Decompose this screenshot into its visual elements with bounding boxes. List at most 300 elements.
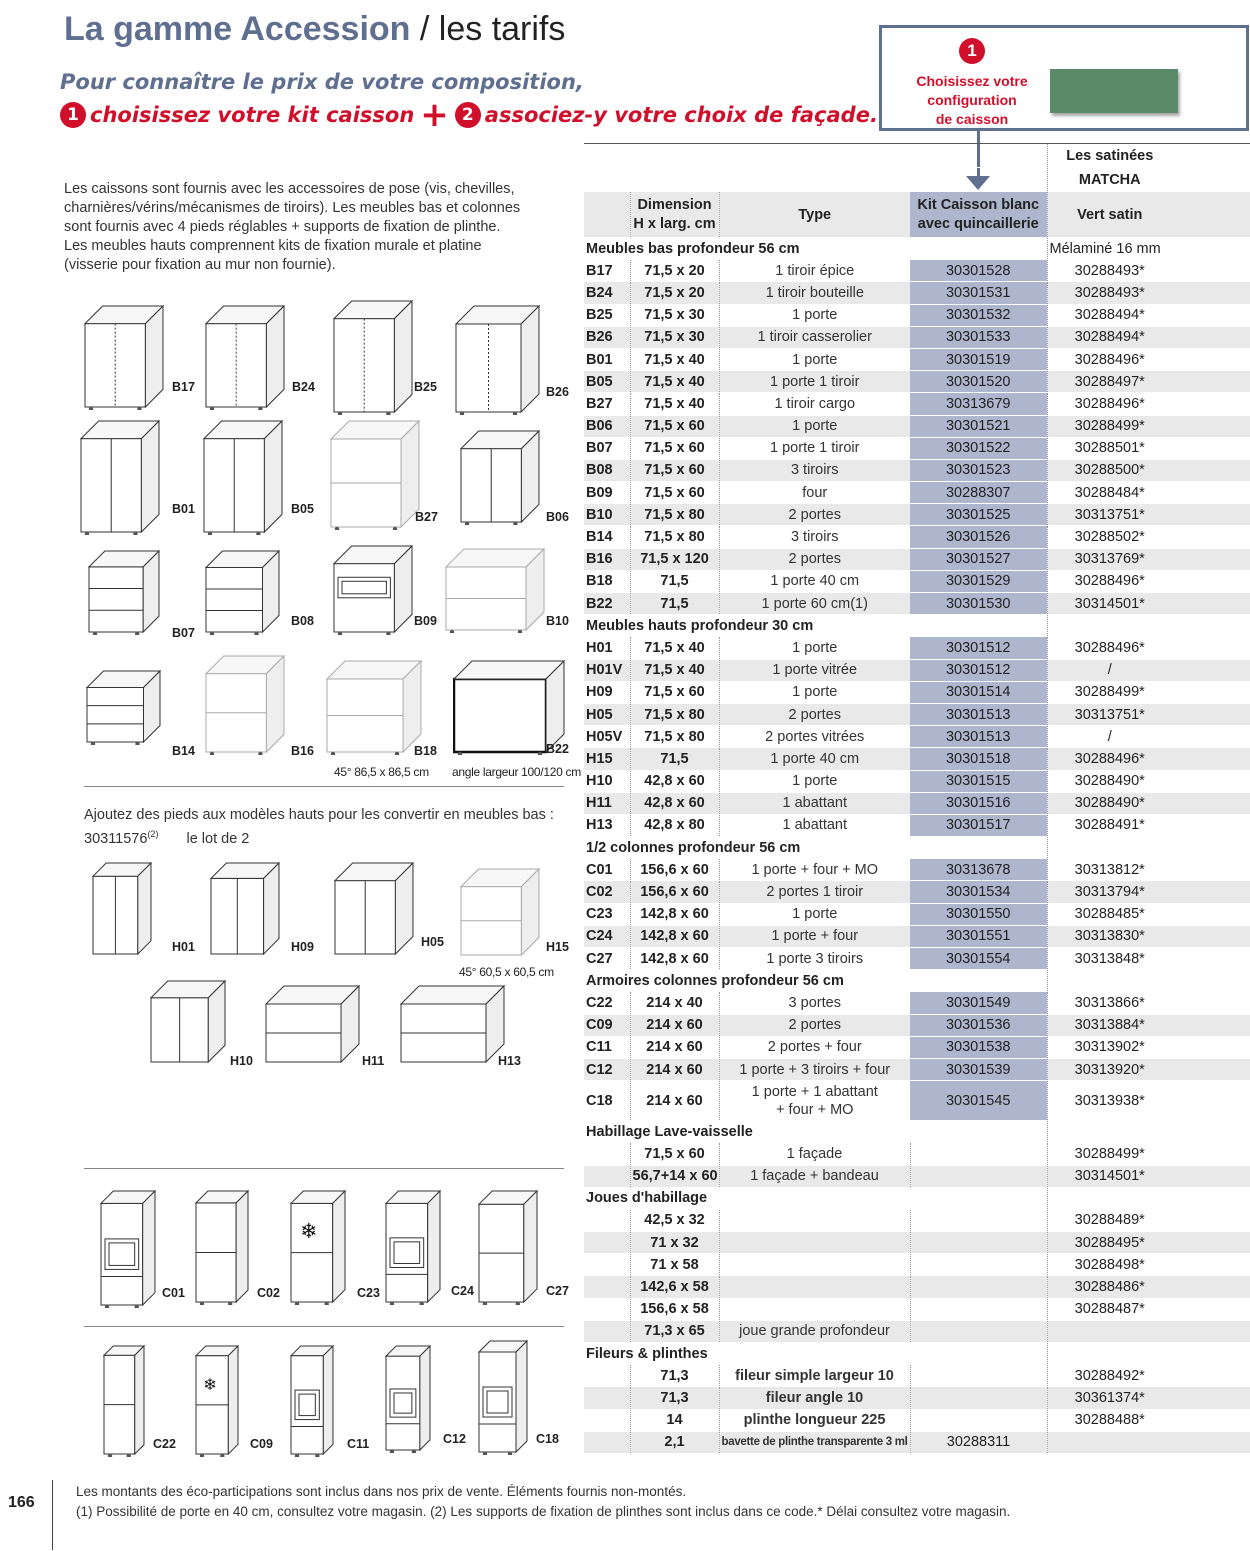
row-kit-ref: 30301516 [910, 792, 1047, 814]
row-kit-ref [910, 1409, 1047, 1431]
row-type: bavette de plinthe transparente 3 ml [719, 1431, 910, 1453]
row-dimension: 71,5 x 60 [630, 437, 719, 459]
row-kit-ref: 30301513 [910, 726, 1047, 748]
table-row [584, 1298, 1250, 1320]
table-row [584, 1320, 1250, 1342]
table-row [584, 459, 1250, 481]
col-dimension-header [630, 192, 719, 238]
table-row [584, 326, 1250, 348]
cabinet-label-h15: H15 [546, 940, 569, 954]
color-swatch [1050, 69, 1178, 113]
cabinet-icon [385, 1345, 431, 1453]
cabinet-b09-illustration [333, 545, 413, 635]
section-header [584, 1343, 1250, 1365]
title-suffix: / les tarifs [410, 10, 566, 48]
row-code: B27 [584, 393, 630, 415]
row-dimension: 71,5 x 60 [630, 681, 719, 703]
cabinet-label-c22: C22 [153, 1437, 176, 1451]
intro-line: Les caissons sont fournis avec les accessoires de pose (vis, chevilles, [64, 181, 515, 197]
row-code: H01 [584, 637, 630, 659]
row-code: H01V [584, 659, 630, 681]
cabinet-icon [103, 1345, 145, 1457]
row-kit-ref [910, 1320, 1047, 1342]
row-dimension: 71,5 [630, 570, 719, 592]
row-code: B16 [584, 548, 630, 570]
table-row [584, 992, 1250, 1014]
row-type: 2 portes [719, 548, 910, 570]
cabinet-b22-illustration [453, 660, 565, 755]
cabinet-c27-illustration [478, 1190, 538, 1305]
table-row [584, 903, 1250, 925]
row-facade-ref: 30288496* [1047, 393, 1172, 415]
row-facade-ref: / [1047, 659, 1172, 681]
cabinet-label-b10: B10 [546, 614, 569, 628]
row-facade-ref: 30313812* [1047, 859, 1172, 881]
row-kit-ref: 30288307 [910, 482, 1047, 504]
row-code: H10 [584, 770, 630, 792]
table-row [584, 770, 1250, 792]
row-facade-ref: 30288496* [1047, 570, 1172, 592]
row-type: 1 tiroir casserolier [719, 326, 910, 348]
row-type: 1 porte [719, 415, 910, 437]
section-header [584, 615, 1250, 637]
table-row [584, 881, 1250, 903]
step1-text: choisissez votre kit caisson [90, 103, 415, 127]
row-code: B17 [584, 260, 630, 282]
row-dimension: 214 x 60 [630, 1036, 719, 1058]
row-facade-ref: 30288499* [1047, 415, 1172, 437]
row-code [584, 1232, 630, 1254]
section-title: 1/2 colonnes profondeur 56 cm [584, 837, 1047, 859]
table-row [584, 748, 1250, 770]
page-number: 166 [8, 1494, 35, 1511]
row-kit-ref: 30301545 [910, 1081, 1047, 1121]
row-code: C11 [584, 1036, 630, 1058]
cabinet-icon [210, 862, 280, 957]
section-header [584, 970, 1250, 992]
row-dimension: 71,5 x 80 [630, 703, 719, 725]
cabinet-label-h10: H10 [230, 1054, 253, 1068]
row-type: 2 portes [719, 1014, 910, 1036]
row-code [584, 1298, 630, 1320]
row-facade-ref: 30288501* [1047, 437, 1172, 459]
row-dimension: 56,7+14 x 60 [630, 1165, 719, 1187]
row-kit-ref: 30301522 [910, 437, 1047, 459]
row-facade-ref: 30288490* [1047, 792, 1172, 814]
cabinet-b07-illustration [88, 550, 160, 635]
section-header [584, 837, 1250, 859]
row-type: 1 porte + 3 tiroirs + four [719, 1058, 910, 1080]
row-dimension: 71,5 x 80 [630, 504, 719, 526]
row-kit-ref: 30301528 [910, 260, 1047, 282]
cabinet-icon [205, 305, 285, 410]
row-dimension: 71,5 x 40 [630, 659, 719, 681]
table-row [584, 814, 1250, 836]
cabinet-b17-illustration [84, 305, 164, 410]
row-dimension: 156,6 x 60 [630, 859, 719, 881]
row-type: 1 porte 3 tiroirs [719, 948, 910, 970]
row-code: B09 [584, 482, 630, 504]
cabinet-label-b07: B07 [172, 626, 195, 640]
cabinet-icon [334, 862, 414, 957]
row-dimension: 71,5 x 80 [630, 526, 719, 548]
table-row [584, 282, 1250, 304]
table-row [584, 348, 1250, 370]
row-code [584, 1209, 630, 1231]
cabinet-label-c09: C09 [250, 1437, 273, 1451]
cabinet-b08-illustration [205, 550, 280, 635]
row-dimension: 214 x 60 [630, 1081, 719, 1121]
table-row [584, 1014, 1250, 1036]
finish-name: MATCHA [1047, 168, 1172, 192]
cabinet-label-b16: B16 [291, 744, 314, 758]
row-dimension: 71,5 [630, 748, 719, 770]
row-facade-ref: 30313751* [1047, 504, 1172, 526]
cabinet-icon [453, 660, 565, 755]
table-row [584, 1036, 1250, 1058]
row-type [719, 1209, 910, 1231]
table-row [584, 1058, 1250, 1080]
col-kit-header [910, 192, 1047, 238]
row-dimension: 156,6 x 58 [630, 1298, 719, 1320]
row-facade-ref: 30288490* [1047, 770, 1172, 792]
row-kit-ref [910, 1165, 1047, 1187]
row-facade-ref: 30313751* [1047, 703, 1172, 725]
row-kit-ref: 30301526 [910, 526, 1047, 548]
table-row [584, 1081, 1250, 1121]
row-dimension: 71,5 x 40 [630, 348, 719, 370]
row-code: C23 [584, 903, 630, 925]
callout-text [902, 72, 1042, 129]
row-kit-ref: 30301539 [910, 1058, 1047, 1080]
cabinet-label-c12: C12 [443, 1432, 466, 1446]
row-kit-ref: 30301525 [910, 504, 1047, 526]
row-dimension: 71,5 x 80 [630, 726, 719, 748]
cabinet-b01-illustration [80, 420, 160, 535]
row-code [584, 1387, 630, 1409]
table-row [584, 304, 1250, 326]
row-type: 2 portes vitrées [719, 726, 910, 748]
config-callout [879, 25, 1249, 131]
cabinet-c24-illustration [385, 1190, 441, 1305]
row-code [584, 1276, 630, 1298]
dim-note-b22: angle largeur 100/120 cm [452, 765, 581, 779]
table-row [584, 925, 1250, 947]
row-code: H15 [584, 748, 630, 770]
row-type: 2 portes + four [719, 1036, 910, 1058]
cabinet-icon [100, 1190, 156, 1308]
intro-line: sont fournis avec 4 pieds réglables + supports de fixation de plinthe. [64, 219, 501, 235]
table-row [584, 1143, 1250, 1165]
cabinet-icon [195, 1190, 249, 1305]
cabinet-c01-illustration [100, 1190, 156, 1308]
cabinet-icon [290, 1190, 346, 1305]
row-code: H05V [584, 726, 630, 748]
col-kit-1: Kit Caisson blanc [917, 196, 1040, 213]
row-type: 1 porte [719, 903, 910, 925]
row-dimension: 71,5 x 30 [630, 326, 719, 348]
row-facade-ref: 30288491* [1047, 814, 1172, 836]
row-dimension: 71 x 32 [630, 1232, 719, 1254]
row-facade-ref: 30313938* [1047, 1081, 1172, 1121]
feet-line2 [84, 825, 554, 849]
feet-line1: Ajoutez des pieds aux modèles hauts pour les convertir en meubles bas : [84, 807, 554, 823]
cabinet-c11-illustration [290, 1345, 334, 1457]
row-kit-ref: 30301531 [910, 282, 1047, 304]
callout-text-line1: Choisissez votre [916, 73, 1028, 89]
row-facade-ref: 30288498* [1047, 1254, 1172, 1276]
cabinet-b18-illustration [326, 660, 422, 755]
row-kit-ref: 30301520 [910, 371, 1047, 393]
cabinet-icon [455, 305, 540, 415]
row-facade-ref: 30313884* [1047, 1014, 1172, 1036]
row-type [719, 1276, 910, 1298]
table-row [584, 792, 1250, 814]
table-row [584, 703, 1250, 725]
row-dimension: 71,5 x 20 [630, 260, 719, 282]
cabinet-icon [86, 670, 161, 745]
row-facade-ref: 30288493* [1047, 282, 1172, 304]
row-code: C22 [584, 992, 630, 1014]
table-row [584, 1365, 1250, 1387]
cabinet-icon [92, 862, 152, 957]
row-kit-ref: 30301536 [910, 1014, 1047, 1036]
row-facade-ref: / [1047, 726, 1172, 748]
cabinet-b26-illustration [455, 305, 540, 415]
cabinet-label-c11: C11 [347, 1437, 370, 1451]
row-facade-ref: 30288499* [1047, 1143, 1172, 1165]
cabinet-icon [205, 655, 285, 755]
table-row [584, 1165, 1250, 1187]
row-facade-ref: 30313830* [1047, 925, 1172, 947]
row-dimension: 71,5 x 60 [630, 1143, 719, 1165]
footer-notes [76, 1482, 1010, 1522]
row-type: 1 porte 1 tiroir [719, 437, 910, 459]
row-kit-ref: 30313678 [910, 859, 1047, 881]
cabinet-icon [460, 430, 540, 525]
cabinet-icon [326, 660, 422, 755]
row-code: B06 [584, 415, 630, 437]
row-type: plinthe longueur 225 [719, 1409, 910, 1431]
intro-line: (visserie pour fixation au mur non fournie). [64, 257, 336, 273]
row-type: 1 tiroir cargo [719, 393, 910, 415]
row-kit-ref: 30301538 [910, 1036, 1047, 1058]
row-facade-ref: 30288502* [1047, 526, 1172, 548]
row-facade-ref: 30288496* [1047, 748, 1172, 770]
row-code: C09 [584, 1014, 630, 1036]
row-kit-ref: 30301518 [910, 748, 1047, 770]
row-facade-ref: 30314501* [1047, 593, 1172, 615]
row-code: B05 [584, 371, 630, 393]
row-dimension: 142,8 x 60 [630, 903, 719, 925]
row-type: 1 porte 40 cm [719, 570, 910, 592]
cabinet-h13-illustration [400, 985, 505, 1065]
row-facade-ref: 30288493* [1047, 260, 1172, 282]
row-type: 1 porte [719, 681, 910, 703]
row-facade-ref: 30288492* [1047, 1365, 1172, 1387]
row-dimension: 214 x 40 [630, 992, 719, 1014]
row-type: 1 abattant [719, 792, 910, 814]
cabinet-c23-illustration [290, 1190, 346, 1305]
cabinet-label-c01: C01 [162, 1286, 185, 1300]
cabinet-icon [84, 305, 164, 410]
section-header [584, 238, 1250, 260]
table-row [584, 1409, 1250, 1431]
row-dimension: 71,5 x 120 [630, 548, 719, 570]
table-row [584, 393, 1250, 415]
row-kit-ref: 30288311 [910, 1431, 1047, 1453]
table-row [584, 637, 1250, 659]
cabinet-h01-illustration [92, 862, 152, 957]
row-code: H05 [584, 703, 630, 725]
row-type: 1 porte + four + MO [719, 859, 910, 881]
row-facade-ref: 30313794* [1047, 881, 1172, 903]
cabinet-label-b26: B26 [546, 385, 569, 399]
cabinet-label-b24: B24 [292, 380, 315, 394]
row-facade-ref: 30288494* [1047, 326, 1172, 348]
col-dimension-1: Dimension [637, 196, 712, 213]
table-row [584, 570, 1250, 592]
feet-lot: le lot de 2 [186, 830, 250, 847]
row-code [584, 1431, 630, 1453]
row-facade-ref: 30288485* [1047, 903, 1172, 925]
row-type: 1 tiroir bouteille [719, 282, 910, 304]
row-code [584, 1254, 630, 1276]
section-title: Joues d'habillage [584, 1187, 1047, 1209]
row-dimension: 142,8 x 60 [630, 925, 719, 947]
cabinet-h10-illustration [150, 980, 226, 1065]
row-facade-ref: 30288497* [1047, 371, 1172, 393]
cabinet-c02-illustration [195, 1190, 249, 1305]
row-dimension: 142,6 x 58 [630, 1276, 719, 1298]
cabinet-b05-illustration [203, 420, 283, 535]
row-kit-ref: 30301549 [910, 992, 1047, 1014]
row-kit-ref: 30301533 [910, 326, 1047, 348]
row-dimension: 42,8 x 80 [630, 814, 719, 836]
row-facade-ref: 30288484* [1047, 482, 1172, 504]
cabinet-label-b08: B08 [291, 614, 314, 628]
row-dimension: 71,5 x 40 [630, 637, 719, 659]
subtitle-line2 [60, 95, 878, 135]
cabinet-label-b22: B22 [546, 742, 569, 756]
row-kit-ref [910, 1232, 1047, 1254]
cabinet-icon [150, 980, 226, 1065]
col-facade-header: Vert satin [1047, 192, 1172, 238]
cabinet-label-h11: H11 [362, 1054, 385, 1068]
row-dimension: 71,5 x 40 [630, 371, 719, 393]
cabinet-label-h09: H09 [291, 940, 314, 954]
row-dimension: 71,5 x 60 [630, 482, 719, 504]
table-row [584, 681, 1250, 703]
table-row [584, 1232, 1250, 1254]
row-type: 2 portes [719, 703, 910, 725]
cabinet-h11-illustration [265, 985, 360, 1065]
cabinet-label-b05: B05 [291, 502, 314, 516]
row-kit-ref: 30301515 [910, 770, 1047, 792]
row-facade-ref: 30288496* [1047, 348, 1172, 370]
table-row [584, 1254, 1250, 1276]
row-type: joue grande profondeur [719, 1320, 910, 1342]
section-header [584, 1187, 1250, 1209]
cabinet-b10-illustration [445, 548, 545, 633]
row-code: B10 [584, 504, 630, 526]
table-row [584, 1431, 1250, 1453]
row-type: 1 porte 40 cm [719, 748, 910, 770]
cabinet-h05-illustration [334, 862, 414, 957]
row-kit-ref: 30301527 [910, 548, 1047, 570]
row-code: H11 [584, 792, 630, 814]
price-table [584, 143, 1250, 1454]
cabinet-icon [80, 420, 160, 535]
row-type [719, 1298, 910, 1320]
divider [84, 1326, 564, 1327]
table-row [584, 948, 1250, 970]
row-type: 1 façade [719, 1143, 910, 1165]
cabinet-label-c02: C02 [257, 1286, 280, 1300]
range-label: Les satinées [1047, 144, 1172, 168]
row-type: 1 porte 1 tiroir [719, 371, 910, 393]
row-dimension: 214 x 60 [630, 1014, 719, 1036]
row-facade-ref: 30288486* [1047, 1276, 1172, 1298]
row-type: 1 porte + four [719, 925, 910, 947]
row-type: 1 tiroir épice [719, 260, 910, 282]
intro-text [64, 180, 521, 275]
cabinet-label-b01: B01 [172, 502, 195, 516]
table-row [584, 1209, 1250, 1231]
row-kit-ref: 30301517 [910, 814, 1047, 836]
section-header [584, 1121, 1250, 1143]
row-type: 3 tiroirs [719, 459, 910, 481]
cabinet-label-h13: H13 [498, 1054, 521, 1068]
row-facade-ref: 30314501* [1047, 1165, 1172, 1187]
table-row [584, 371, 1250, 393]
row-type: four [719, 482, 910, 504]
row-dimension: 71,3 [630, 1365, 719, 1387]
row-code: B24 [584, 282, 630, 304]
row-type: fileur simple largeur 10 [719, 1365, 910, 1387]
row-kit-ref: 30301521 [910, 415, 1047, 437]
row-dimension: 42,8 x 60 [630, 792, 719, 814]
row-facade-ref: 30313848* [1047, 948, 1172, 970]
row-dimension: 71,5 [630, 593, 719, 615]
cabinet-b25-illustration [333, 300, 413, 415]
feet-footnote: (2) [147, 829, 159, 839]
row-kit-ref [910, 1143, 1047, 1165]
row-dimension: 142,8 x 60 [630, 948, 719, 970]
row-kit-ref [910, 1209, 1047, 1231]
row-dimension: 42,8 x 60 [630, 770, 719, 792]
row-dimension: 71,5 x 60 [630, 459, 719, 481]
row-facade-ref: 30288496* [1047, 637, 1172, 659]
cabinet-label-b09: B09 [414, 614, 437, 628]
row-facade-ref: 30288489* [1047, 1209, 1172, 1231]
row-kit-ref: 30301534 [910, 881, 1047, 903]
feet-code: 30311576 [84, 830, 148, 847]
cabinet-label-h01: H01 [172, 940, 195, 954]
cabinet-icon [333, 300, 413, 415]
row-facade-ref: 30288495* [1047, 1232, 1172, 1254]
row-kit-ref: 30301550 [910, 903, 1047, 925]
row-type [719, 1254, 910, 1276]
row-code: B08 [584, 459, 630, 481]
row-type [719, 1081, 910, 1121]
cabinet-label-c18: C18 [536, 1432, 559, 1446]
cabinet-label-b17: B17 [172, 380, 195, 394]
step2-badge: 2 [455, 102, 481, 128]
table-row [584, 437, 1250, 459]
cabinet-label-c27: C27 [546, 1284, 569, 1298]
intro-line: Les meubles hauts comprennent kits de fixation murale et platine [64, 238, 482, 254]
